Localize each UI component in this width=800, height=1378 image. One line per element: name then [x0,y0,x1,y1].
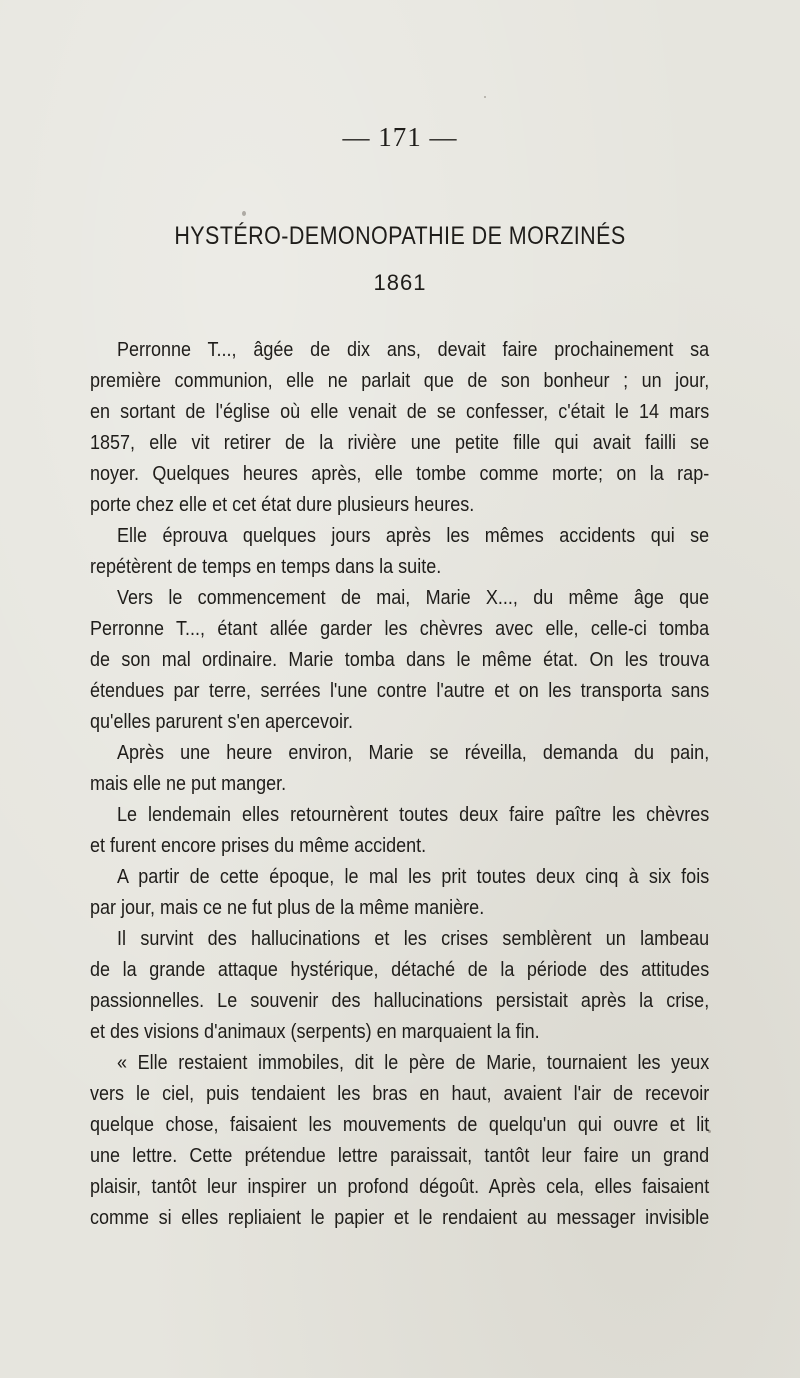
text-line: première communion, elle ne parlait que de son bonheur ; un jour, [90,370,710,392]
text-line: quelque chose, faisaient les mouvements de quelqu'un qui ouvre et lit [90,1114,710,1136]
text-line: qu'elles parurent s'en apercevoir. [90,711,354,733]
text-line: une lettre. Cette prétendue lettre paraissait, tantôt leur faire un grand [90,1145,710,1167]
text-line: vers le ciel, puis tendaient les bras en haut, avaient l'air de recevoir [90,1083,710,1105]
text-line: et furent encore prises du même accident. [90,835,427,857]
text-line: porte chez elle et cet état dure plusieurs heures. [90,494,475,516]
text-line: en sortant de l'église où elle venait de se confesser, c'était le 14 mars [90,401,710,423]
text-line: mais elle ne put manger. [90,773,287,795]
chapter-year: 1861 [373,270,427,295]
text-line: étendues par terre, serrées l'une contre l'autre et on les transporta sans [90,680,710,702]
body-text [90,335,710,1234]
page-number: — 171 — [342,122,458,152]
paper-speck [708,1130,711,1133]
text-line: « Elle restaient immobiles, dit le père de Marie, tournaient les yeux [117,1052,710,1074]
text-line: 1857, elle vit retirer de la rivière une petite fille qui avait failli se [90,432,710,454]
text-line: Le lendemain elles retournèrent toutes deux faire paître les chèvres [117,804,710,826]
paper-speck [484,96,486,98]
text-line: de la grande attaque hystérique, détaché de la période des attitudes [90,959,710,981]
text-line: de son mal ordinaire. Marie tomba dans le même état. On les trouva [90,649,710,671]
paper-speck [242,211,246,216]
text-line: noyer. Quelques heures après, elle tombe comme morte; on la rap- [90,463,710,485]
text-line: et des visions d'animaux (serpents) en marquaient la fin. [90,1021,540,1043]
text-line: passionnelles. Le souvenir des hallucinations persistait après la crise, [90,990,710,1012]
text-line: Perronne T..., étant allée garder les chèvres avec elle, celle-ci tomba [90,618,710,640]
text-line: comme si elles repliaient le papier et le rendaient au messager invisible [90,1207,710,1229]
text-line: Vers le commencement de mai, Marie X..., du même âge que [117,587,710,609]
text-line: repétèrent de temps en temps dans la suite. [90,556,442,578]
text-line: Après une heure environ, Marie se réveilla, demanda du pain, [117,742,710,764]
text-line: par jour, mais ce ne fut plus de la même manière. [90,897,485,919]
text-line: Perronne T..., âgée de dix ans, devait faire prochainement sa [117,339,710,361]
text-line: A partir de cette époque, le mal les prit toutes deux cinq à six fois [117,866,710,888]
chapter-title: HYSTÉRO-DEMONOPATHIE DE MORZINÉS [174,222,626,250]
text-line: plaisir, tantôt leur inspirer un profond dégoût. Après cela, elles faisaient [90,1176,710,1198]
text-line: Il survint des hallucinations et les crises semblèrent un lambeau [117,928,710,950]
text-line: Elle éprouva quelques jours après les mêmes accidents qui se [117,525,710,547]
